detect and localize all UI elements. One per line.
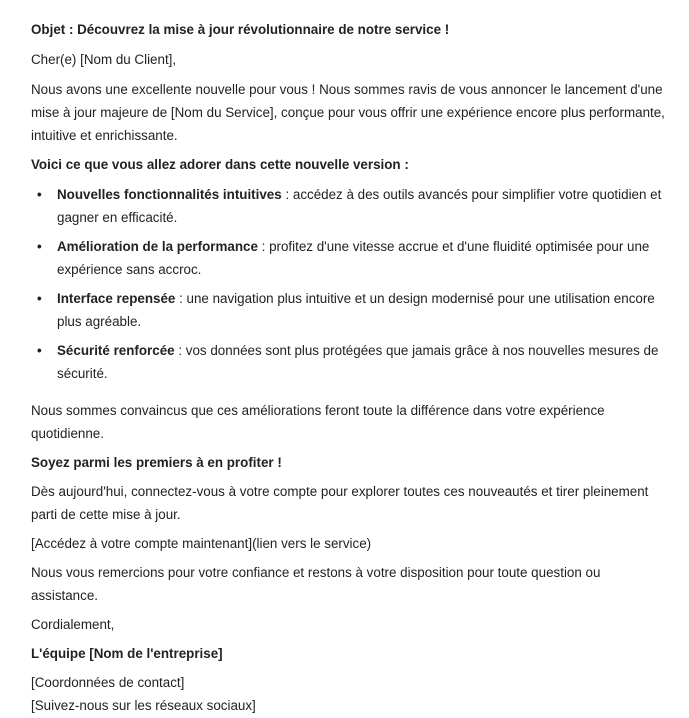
bullet-icon: •: [37, 291, 42, 306]
list-item: [31, 235, 669, 281]
conviction-paragraph: Nous sommes convaincus que ces améliorations feront toute la différence dans votre expérience quotidienne.: [31, 403, 605, 441]
bullet-icon: •: [37, 239, 42, 254]
cta-link[interactable]: [Accédez à votre compte maintenant](lien vers le service): [31, 536, 372, 551]
cta-text: Dès aujourd'hui, connectez-vous à votre compte pour explorer toutes ces nouveautés et tirer pleinement parti de cette mise à jour.: [31, 484, 649, 522]
cta-heading: Soyez parmi les premiers à en profiter !: [31, 455, 282, 470]
feature-title: Amélioration de la performance: [57, 239, 258, 254]
bullet-icon: •: [37, 187, 42, 202]
email-intro: Nous avons une excellente nouvelle pour vous ! Nous sommes ravis de vous annoncer le lancement d'une mise à jour majeure de [Nom du Service], conçue pour vous offrir une expérience encore plus performante, intuitive et enrichissante.: [31, 82, 665, 143]
social-links: [Suivez-nous sur les réseaux sociaux]: [31, 698, 256, 713]
features-list: [31, 183, 669, 385]
closing: Cordialement,: [31, 617, 115, 632]
bullet-icon: •: [37, 343, 42, 358]
email-subject: Objet : Découvrez la mise à jour révolutionnaire de notre service !: [31, 22, 450, 37]
feature-text: : profitez d'une vitesse accrue et d'une fluidité optimisée pour une expérience sans accroc.: [57, 239, 650, 277]
thanks-paragraph: Nous vous remercions pour votre confiance et restons à votre disposition pour toute question ou assistance.: [31, 565, 601, 603]
feature-title: Sécurité renforcée: [57, 343, 175, 358]
feature-title: Nouvelles fonctionnalités intuitives: [57, 187, 282, 202]
list-item: [31, 287, 669, 333]
feature-text: : vos données sont plus protégées que jamais grâce à nos nouvelles mesures de sécurité.: [57, 343, 659, 381]
signature: L'équipe [Nom de l'entreprise]: [31, 646, 223, 661]
feature-text: : une navigation plus intuitive et un design modernisé pour une utilisation encore plus agréable.: [57, 291, 655, 329]
list-item: [31, 183, 669, 229]
feature-text: : accédez à des outils avancés pour simplifier votre quotidien et gagner en efficacité.: [57, 187, 662, 225]
feature-title: Interface repensée: [57, 291, 176, 306]
features-heading: Voici ce que vous allez adorer dans cette nouvelle version :: [31, 157, 409, 172]
list-item: [31, 339, 669, 385]
contact-info: [Coordonnées de contact]: [31, 675, 185, 690]
email-greeting: Cher(e) [Nom du Client],: [31, 52, 177, 67]
